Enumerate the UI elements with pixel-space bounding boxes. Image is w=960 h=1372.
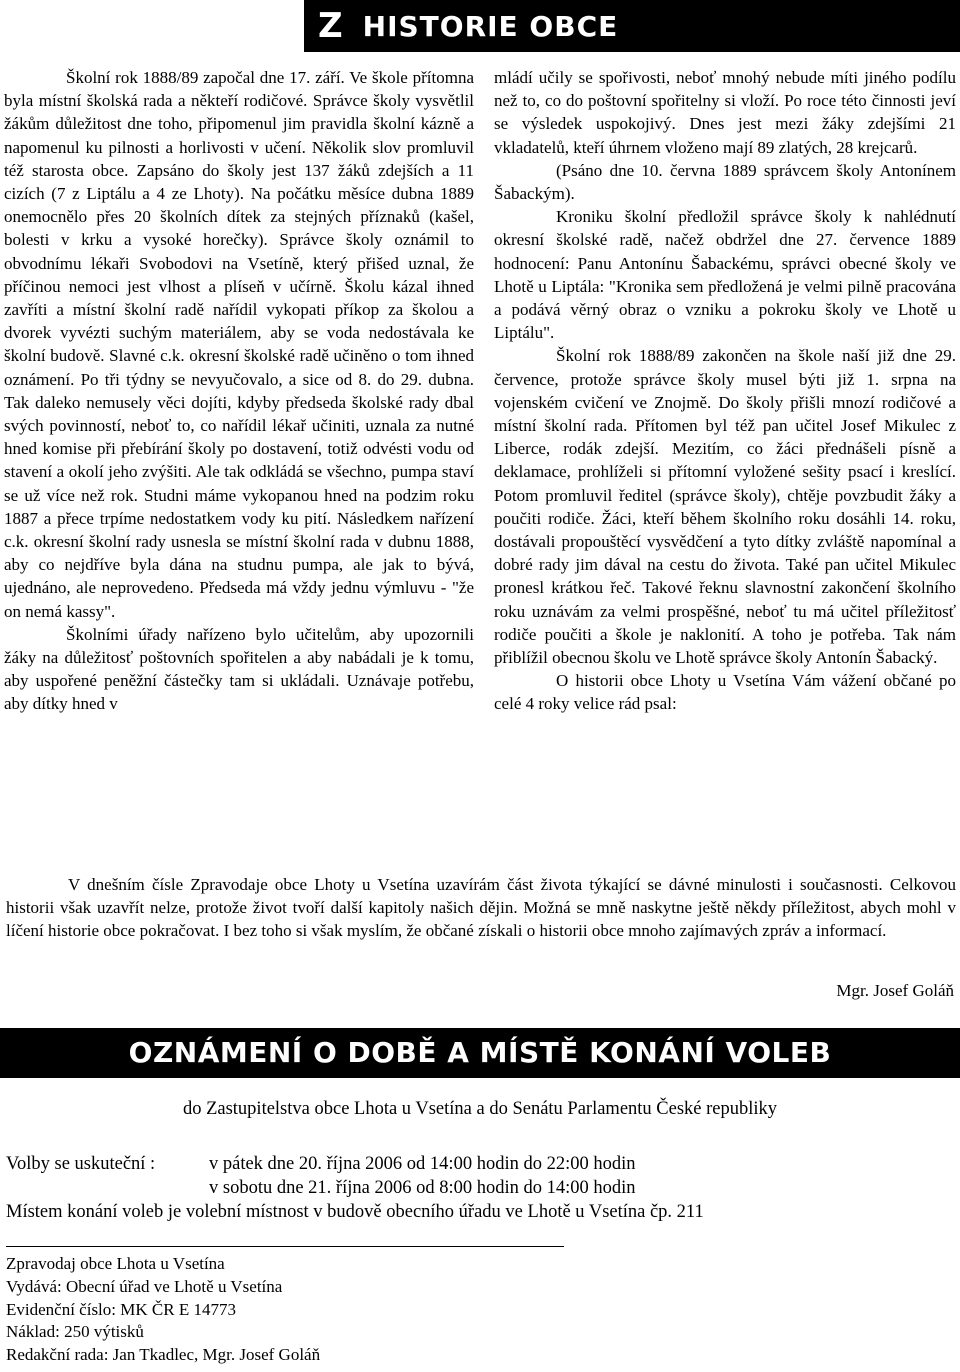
article-paragraph: Školní rok 1888/89 zakončen na škole naší již dne 29. července, protože správce školy musel býti již 1. srpna na vojenském cvičení ve Znojmě. Do školy přišli mnozí rodičové a místní školní rada. Přítomen byl též pan učitel Josef Mikulec z Liberce, rodák zdejší. Mezitím, co žáci přednášeli písně a deklamace, prohlíželi si přítomní vyložené sešity psací i kreslící. Potom promluvil ředitel (správce školy), chtěje povzbudit žáky a poučiti rodiče. Žáci, kteří během školního roku dosáhli 14. roku, dostávali propouštěcí vysvědčení a tyto dítky zvláště napomínal a dobré rady jim dával na cestu do života. Také pan učitel Mikulec pronesl krátkou řeč. Takové řeknu slavnostní zakončení školního roku uznávám za velmi prospěšné, neboť tu má učitel příležitosť rodiče poučiti a škole je naklonití. A toho je potřeba. Tak nám přiblížil obecnou školu ve Lhotě správce školy Antonín Šabacký. xyxy=(494,346,956,668)
notice-subtitle: do Zastupitelstva obce Lhota u Vsetína a do Senátu Parlamentu České republiky xyxy=(182,1099,778,1119)
imprint-line: Evidenční číslo: MK ČR E 14773 xyxy=(6,1299,236,1319)
right-column xyxy=(494,66,956,716)
election-date-2: v sobotu dne 21. října 2006 od 8:00 hodin do 14:00 hodin xyxy=(209,1178,636,1198)
author-signature: Mgr. Josef Goláň xyxy=(836,981,954,1000)
imprint-line: Vydává: Obecní úřad ve Lhotě u Vsetína xyxy=(6,1276,283,1296)
imprint xyxy=(6,1253,320,1367)
closing-text: V dnešním čísle Zpravodaje obce Lhoty u Vsetína uzavírám část života týkající se dávné minulosti i současnosti. Celkovou historii však uzavřít nelze, protože život tvoří další kapitoly našich dějin. Možná se mně naskytne ještě někdy příležitost, abych mohl v líčení historie obce pokračovat. I bez toho si však myslím, že občané získali o historii obce mnoho zajímavých zpráv a informací. xyxy=(6,875,956,941)
article-paragraph: Školními úřady nařízeno bylo učitelům, aby upozornili žáky na důležitosť poštovních spořitelen a aby nabádali je k tomu, aby uspořené peněžní částečky tam si ukládali. Uznávaje potřebu, aby dítky hned v xyxy=(4,624,474,714)
imprint-line: Náklad: 250 výtisků xyxy=(6,1322,144,1342)
article-paragraph: Školní rok 1888/89 započal dne 17. září. Ve škole přítomna byla místní školská rada a někteří rodičové. Správce školy vysvětlil žákům důležitost dne toho, připomenul jim pravidla školní kázně a napomenul ku pilnosti a horlivosti v učení. Několik slov promluvil též starosta obce. Zapsáno do školy jest 137 žáků zdejších a 11 cizích (7 z Liptálu a 4 ze Lhoty). Na počátku měsíce dubna 1889 onemocnělo přes 20 školních dítek za stejných příznaků (kašel, bolesti v krku a vysoké horečky). Správce školy oznámil to obvodnímu lékaři Svobodovi na Vsetíně, který přišed uznal, že příčinou nemoci jest vlhost a plíseň v učírně. Školu kázal ihned zavříti a místní školní radě nařídil vykopati příkop za školou a dvorek vyvézti suchým materiálem, aby se voda nedostávala ke školní budově. Slavné c.k. okresní školské radě učiněno o tom ihned oznámení. Po tři týdny se nevyučovalo, a sice od 8. do 29. dubna. Tak daleko nemusely věci dojíti, kdyby předseda školské rady dbal svých povinností, neboť to, co nařídil lékař učiniti, uznala za nutné hned komise při přebírání školy po dostavení, totiž odvésti vodu od stavení a okolí jeho zvýšiti. Ale tak odkládá se všechno, pumpa staví se už více než rok. Studni máme vykopanou hned na podzim roku 1887 a přece trpíme nedostatkem vody ku pití. Následkem nařízení c.k. okresní školní rady usnesla se místní školní rada v dubnu 1888, aby co nejdříve byla dána na studnu pumpa, ale jak to bývá, ujednáno, ale neprovedeno. Předseda má vždy jednu výmluvu - "že on nemá kassy". xyxy=(4,68,474,621)
header-first-letter: Z xyxy=(318,6,343,46)
election-label: Volby se uskuteční : xyxy=(6,1154,156,1174)
article-paragraph: Kroniku školní předložil správce školy k nahlédnutí okresní školské radě, načež obdržel dne 27. července 1889 hodnocení: Panu Antonínu Šabackému, správci obecné školy ve Lhotě u Liptála: "Kronika sem předložená je velmi pilně pracována a podává věrný obraz o vzniku a pokroku školy ve Lhotě u Liptálu". xyxy=(494,207,956,343)
election-date-1: v pátek dne 20. října 2006 od 14:00 hodin do 22:00 hodin xyxy=(209,1154,636,1174)
imprint-line: Redakční rada: Jan Tkadlec, Mgr. Josef Goláň xyxy=(6,1345,321,1365)
imprint-line: Zpravodaj obce Lhota u Vsetína xyxy=(6,1254,225,1273)
article-continuation: mládí učily se spořivosti, neboť mnohý nebude míti jiného podílu než to, co do poštovní spořitelny si vloží. Po roce této činnosti jeví se výsledek uspokojivý. Dnes jest mezi žáky zdejšími 21 vkladatelů, kteří úhrnem vloženo mají 89 zlatých, 28 krejcarů. xyxy=(494,68,956,157)
election-place: Místem konání voleb je volební místnost v budově obecního úřadu ve Lhotě u Vsetína čp. 211 xyxy=(6,1202,704,1222)
notice-title: OZNÁMENÍ O DOBĚ A MÍSTĚ KONÁNÍ VOLEB xyxy=(0,1028,960,1078)
divider xyxy=(6,1246,564,1247)
election-dates xyxy=(6,1152,636,1176)
left-column xyxy=(4,66,474,716)
header-title: HISTORIE OBCE xyxy=(362,9,619,43)
closing-note xyxy=(6,873,956,943)
article-paragraph: O historii obce Lhoty u Vsetína Vám vážení občané po celé 4 roky velice rád psal: xyxy=(494,671,956,714)
section-header xyxy=(304,0,960,52)
article-paragraph: (Psáno dne 10. června 1889 správcem školy Antonínem Šabackým). xyxy=(494,160,956,204)
